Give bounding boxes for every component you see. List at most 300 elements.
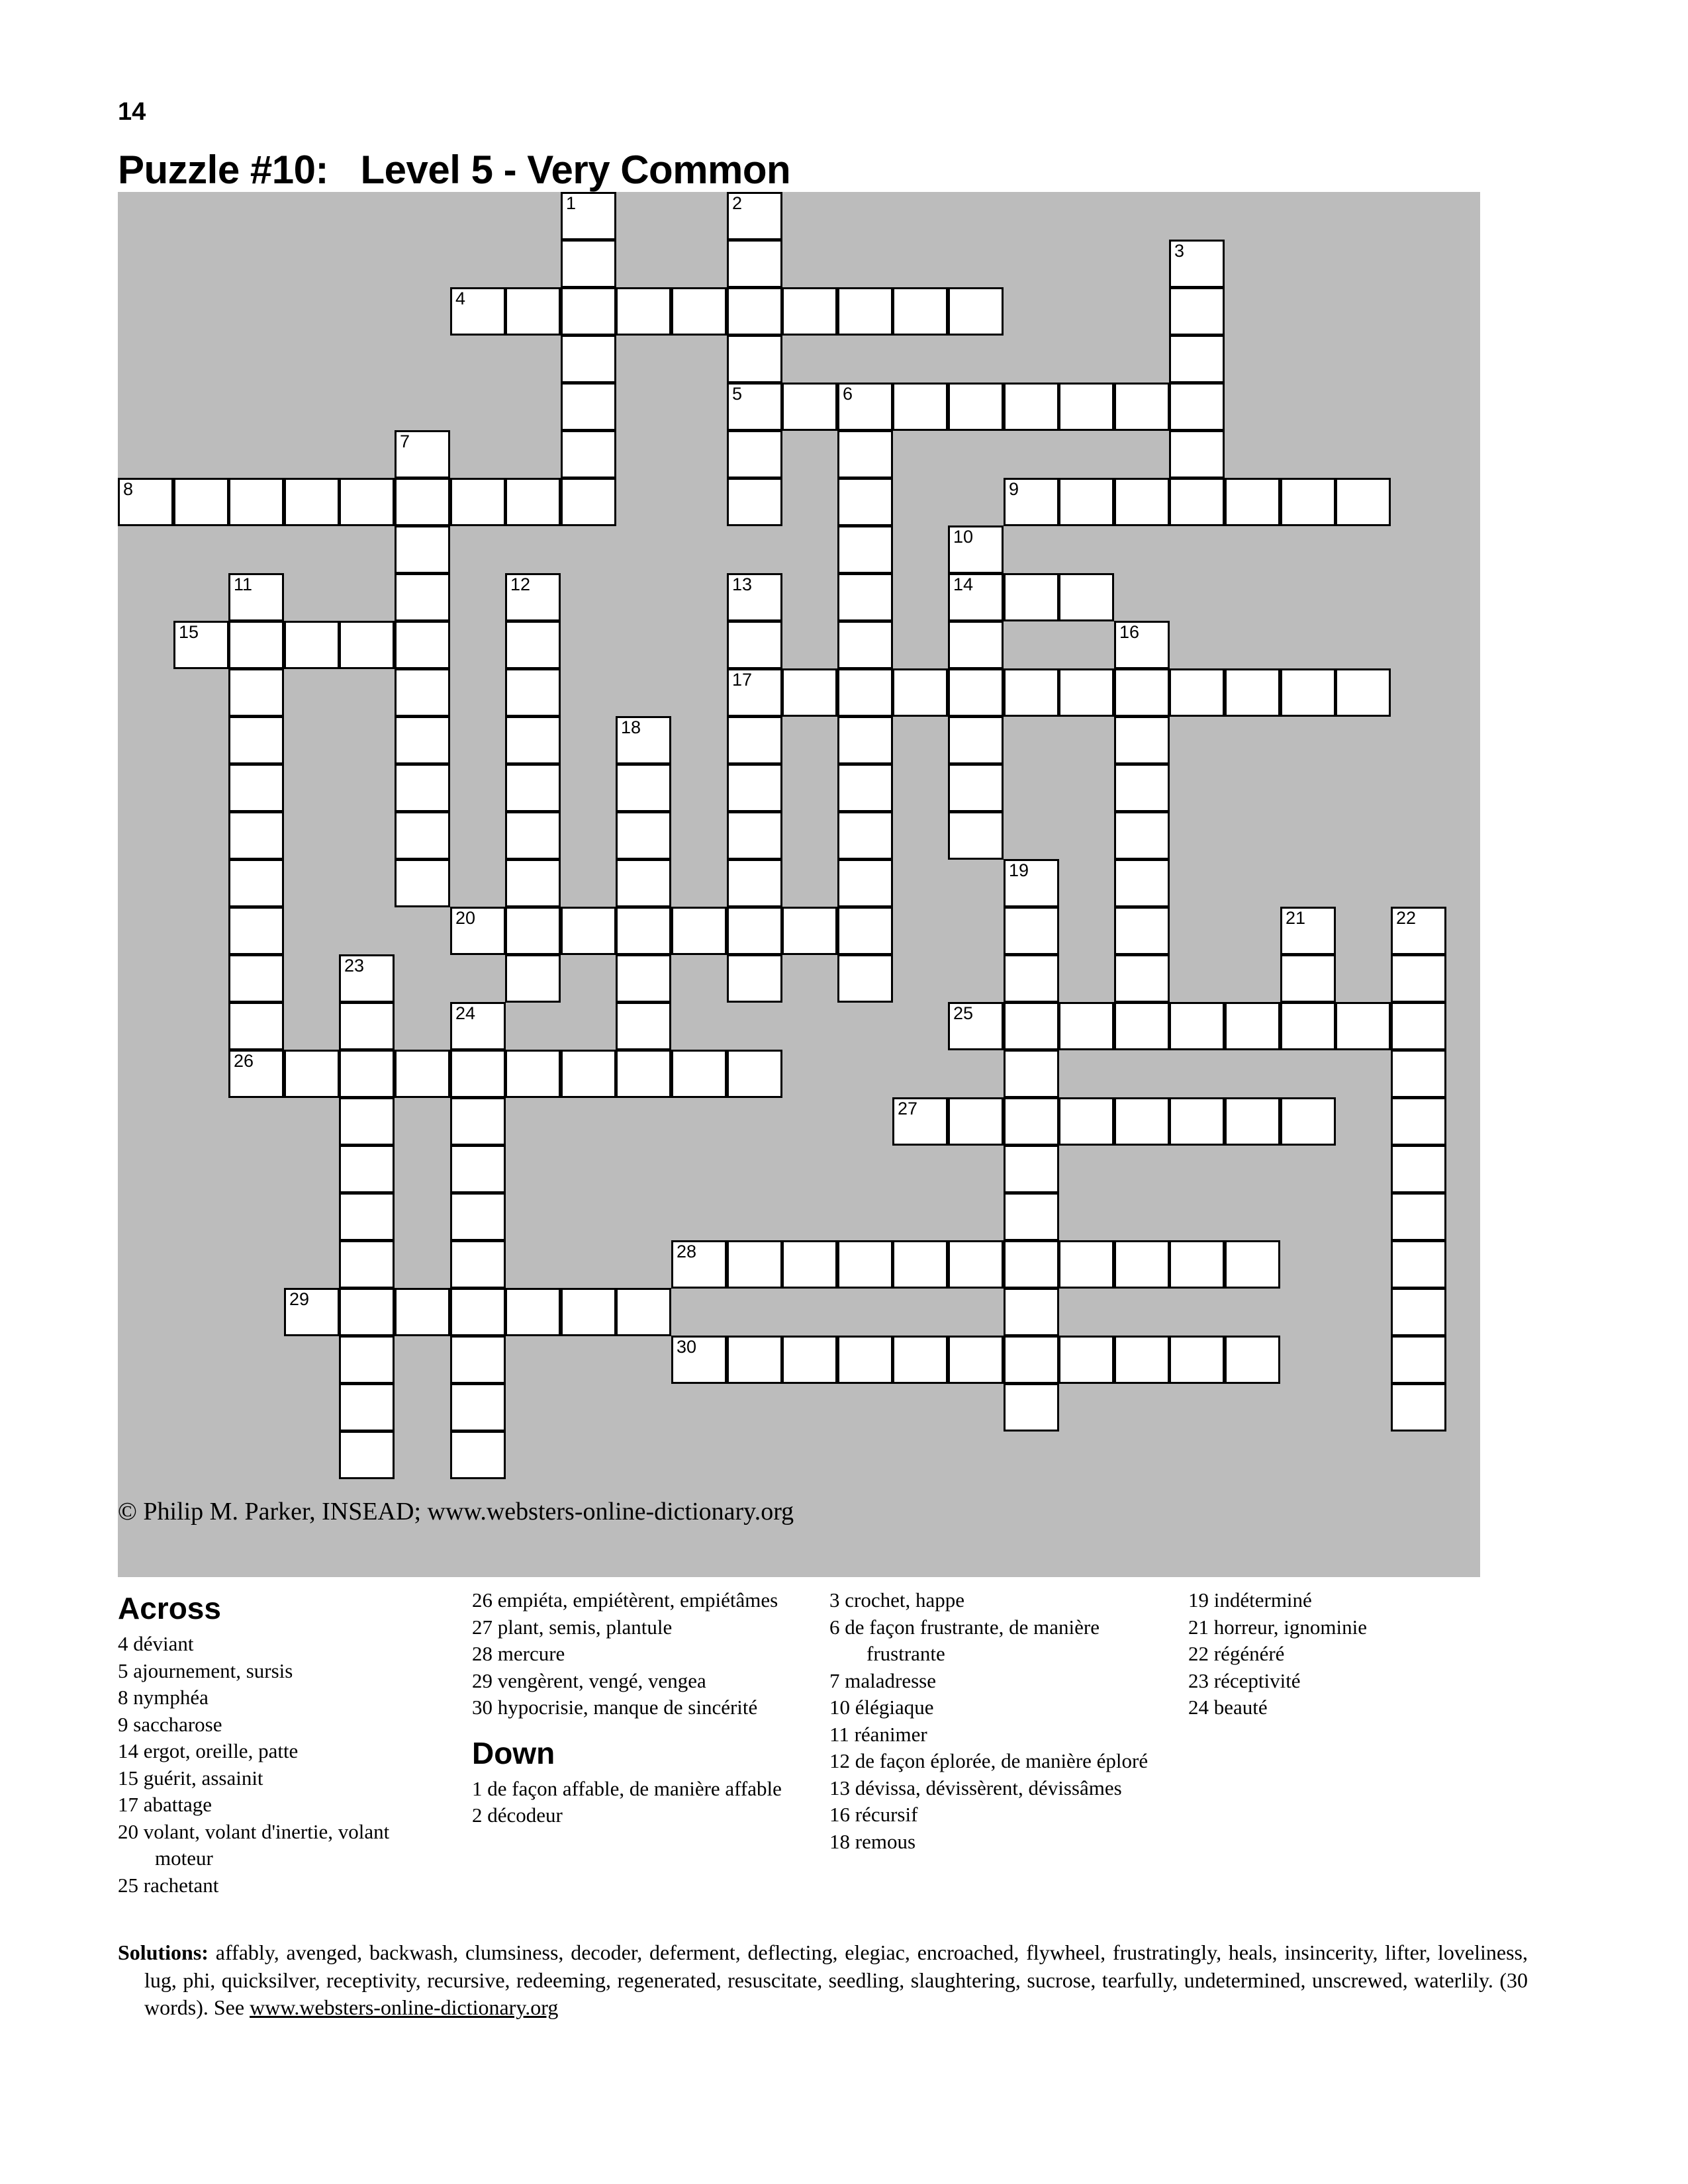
grid-cell[interactable] <box>228 716 284 764</box>
grid-cell[interactable] <box>561 1288 616 1336</box>
grid-cell[interactable] <box>1169 1097 1225 1146</box>
grid-cell[interactable] <box>837 478 893 526</box>
grid-cell[interactable] <box>395 716 450 764</box>
grid-cell[interactable] <box>1114 907 1170 955</box>
grid-cell[interactable] <box>948 573 1004 621</box>
clue-across-28: 28 mercure <box>472 1642 565 1665</box>
grid-cell[interactable] <box>284 1050 340 1098</box>
grid-cell[interactable] <box>782 1240 837 1289</box>
grid-cell[interactable] <box>1391 907 1446 955</box>
across-heading: Across <box>118 1591 221 1625</box>
grid-cell[interactable] <box>561 287 616 336</box>
grid-cell[interactable] <box>339 1097 395 1146</box>
grid-cell[interactable] <box>1225 1097 1280 1146</box>
grid-cell[interactable] <box>1169 335 1225 383</box>
grid-cell[interactable] <box>1114 1097 1170 1146</box>
grid-cell[interactable] <box>671 287 727 336</box>
grid-cell[interactable] <box>395 430 450 478</box>
clue-down-3: 3 crochet, happe <box>829 1588 964 1612</box>
grid-cell[interactable] <box>782 287 837 336</box>
grid-cell[interactable] <box>1225 478 1280 526</box>
grid-cell[interactable] <box>1169 287 1225 336</box>
grid-cell[interactable] <box>1280 954 1336 1003</box>
grid-cell[interactable] <box>339 1002 395 1050</box>
grid-cell[interactable] <box>1058 573 1114 621</box>
grid-cell[interactable] <box>727 1336 782 1384</box>
clue-down-6: 6 de façon frustrante, de manière frustrante <box>829 1615 1100 1665</box>
clue-number: 13 <box>732 574 753 594</box>
grid-cell[interactable] <box>505 287 561 336</box>
grid-cell[interactable] <box>892 1336 948 1384</box>
grid-cell[interactable] <box>1280 478 1336 526</box>
grid-cell[interactable] <box>1058 1002 1114 1050</box>
grid-cell[interactable] <box>395 1288 450 1336</box>
clue-number: 22 <box>1396 908 1417 928</box>
grid-cell[interactable] <box>1335 668 1391 717</box>
clue-number: 7 <box>400 432 410 451</box>
grid-cell[interactable] <box>1004 668 1059 717</box>
grid-cell[interactable] <box>1335 1002 1391 1050</box>
grid-cell[interactable] <box>450 478 506 526</box>
grid-cell[interactable] <box>727 1240 782 1289</box>
grid-cell[interactable] <box>948 716 1004 764</box>
grid-cell[interactable] <box>671 1336 727 1384</box>
grid-cell[interactable] <box>727 764 782 812</box>
grid-cell[interactable] <box>1114 478 1170 526</box>
grid-cell[interactable] <box>837 1336 893 1384</box>
grid-cell[interactable] <box>228 907 284 955</box>
grid-cell[interactable] <box>1169 1002 1225 1050</box>
grid-cell[interactable] <box>1004 1097 1059 1146</box>
grid-cell[interactable] <box>561 383 616 431</box>
grid-cell[interactable] <box>395 478 450 526</box>
grid-cell[interactable] <box>505 764 561 812</box>
clue-number: 25 <box>953 1003 974 1023</box>
grid-cell[interactable] <box>727 621 782 669</box>
grid-cell[interactable] <box>948 764 1004 812</box>
grid-cell[interactable] <box>892 383 948 431</box>
grid-cell[interactable] <box>505 621 561 669</box>
grid-cell[interactable] <box>616 764 671 812</box>
grid-cell[interactable] <box>671 907 727 955</box>
grid-cell[interactable] <box>727 954 782 1003</box>
grid-cell[interactable] <box>228 811 284 860</box>
grid-cell[interactable] <box>339 1193 395 1241</box>
clue-number: 1 <box>566 193 577 213</box>
clue-number: 6 <box>843 384 853 404</box>
grid-cell[interactable] <box>837 287 893 336</box>
grid-cell[interactable] <box>782 1336 837 1384</box>
grid-cell[interactable] <box>1058 668 1114 717</box>
grid-cell[interactable] <box>1169 1336 1225 1384</box>
grid-cell[interactable] <box>837 859 893 907</box>
grid-cell[interactable] <box>727 716 782 764</box>
grid-cell[interactable] <box>727 430 782 478</box>
grid-cell[interactable] <box>616 907 671 955</box>
grid-cell[interactable] <box>505 716 561 764</box>
grid-cell[interactable] <box>395 668 450 717</box>
grid-cell[interactable] <box>892 668 948 717</box>
grid-cell[interactable] <box>948 621 1004 669</box>
clue-down-24: 24 beauté <box>1188 1696 1268 1719</box>
grid-cell[interactable] <box>727 668 782 717</box>
grid-cell[interactable] <box>616 1288 671 1336</box>
grid-cell[interactable] <box>1058 1097 1114 1146</box>
page-number: 14 <box>118 98 146 126</box>
clue-down-21: 21 horreur, ignominie <box>1188 1615 1367 1639</box>
grid-cell[interactable] <box>450 287 506 336</box>
clue-number: 20 <box>455 908 476 928</box>
clue-down-16: 16 récursif <box>829 1803 918 1826</box>
grid-cell[interactable] <box>339 954 395 1003</box>
grid-cell[interactable] <box>837 525 893 574</box>
grid-cell[interactable] <box>727 287 782 336</box>
grid-cell[interactable] <box>837 383 893 431</box>
grid-cell[interactable] <box>948 1097 1004 1146</box>
clue-across-9: 9 saccharose <box>118 1712 222 1736</box>
clue-across-26: 26 empiéta, empiétèrent, empiétâmes <box>472 1588 778 1612</box>
grid-cell[interactable] <box>1225 668 1280 717</box>
grid-cell[interactable] <box>339 1431 395 1479</box>
clue-down-11: 11 réanimer <box>829 1722 927 1746</box>
grid-cell[interactable] <box>837 954 893 1003</box>
grid-cell[interactable] <box>505 954 561 1003</box>
grid-cell[interactable] <box>727 335 782 383</box>
grid-cell[interactable] <box>837 430 893 478</box>
grid-cell[interactable] <box>1169 383 1225 431</box>
grid-cell[interactable] <box>339 1288 395 1336</box>
grid-cell[interactable] <box>616 1002 671 1050</box>
grid-cell[interactable] <box>1004 1145 1059 1193</box>
clue-column-1 <box>118 1587 442 1899</box>
clue-number: 2 <box>732 193 743 213</box>
grid-cell[interactable] <box>1280 907 1336 955</box>
grid-cell[interactable] <box>339 1240 395 1289</box>
clue-across-29: 29 vengèrent, vengé, vengea <box>472 1668 706 1692</box>
clue-across-4: 4 déviant <box>118 1632 194 1655</box>
grid-cell[interactable] <box>1391 1050 1446 1098</box>
grid-cell[interactable] <box>948 668 1004 717</box>
grid-cell[interactable] <box>284 1288 340 1336</box>
grid-cell[interactable] <box>450 907 506 955</box>
grid-cell[interactable] <box>1114 383 1170 431</box>
grid-cell[interactable] <box>727 383 782 431</box>
grid-cell[interactable] <box>1391 1097 1446 1146</box>
grid-cell[interactable] <box>948 1002 1004 1050</box>
grid-cell[interactable] <box>727 1050 782 1098</box>
grid-cell[interactable] <box>1169 478 1225 526</box>
clue-down-7: 7 maladresse <box>829 1668 936 1692</box>
clue-across-17: 17 abattage <box>118 1793 212 1816</box>
grid-cell[interactable] <box>1114 668 1170 717</box>
grid-cell[interactable] <box>450 1288 506 1336</box>
grid-cell[interactable] <box>339 478 395 526</box>
clue-number: 27 <box>898 1099 918 1118</box>
grid-cell[interactable] <box>561 907 616 955</box>
grid-cell[interactable] <box>339 1336 395 1384</box>
grid-cell[interactable] <box>505 573 561 621</box>
grid-cell[interactable] <box>1391 1145 1446 1193</box>
solutions-label: Solutions: <box>118 1940 209 1964</box>
grid-cell[interactable] <box>505 859 561 907</box>
grid-cell[interactable] <box>395 621 450 669</box>
grid-cell[interactable] <box>450 1336 506 1384</box>
grid-cell[interactable] <box>284 478 340 526</box>
grid-cell[interactable] <box>1114 1002 1170 1050</box>
grid-cell[interactable] <box>339 621 395 669</box>
grid-cell[interactable] <box>727 192 782 240</box>
grid-cell[interactable] <box>727 907 782 955</box>
clue-across-27: 27 plant, semis, plantule <box>472 1615 673 1639</box>
grid-cell[interactable] <box>173 621 229 669</box>
grid-cell[interactable] <box>1225 1240 1280 1289</box>
clue-number: 17 <box>732 670 753 690</box>
clue-across-25: 25 rachetant <box>118 1873 219 1897</box>
grid-cell[interactable] <box>1004 1383 1059 1432</box>
grid-cell[interactable] <box>1004 383 1059 431</box>
grid-cell[interactable] <box>1169 430 1225 478</box>
clue-number: 11 <box>234 574 253 594</box>
grid-cell[interactable] <box>561 335 616 383</box>
grid-cell[interactable] <box>450 1431 506 1479</box>
grid-cell[interactable] <box>948 811 1004 860</box>
grid-cell[interactable] <box>782 907 837 955</box>
grid-cell[interactable] <box>727 859 782 907</box>
grid-cell[interactable] <box>118 478 173 526</box>
clue-number: 23 <box>344 956 365 976</box>
clue-across-20: 20 volant, volant d'inertie, volant moteur <box>118 1819 390 1870</box>
grid-cell[interactable] <box>1058 1336 1114 1384</box>
grid-cell[interactable] <box>1114 621 1170 669</box>
grid-cell[interactable] <box>1391 1288 1446 1336</box>
grid-cell[interactable] <box>284 621 340 669</box>
clue-number: 26 <box>234 1051 254 1071</box>
grid-cell[interactable] <box>1169 240 1225 288</box>
grid-cell[interactable] <box>450 1383 506 1432</box>
clue-down-23: 23 réceptivité <box>1188 1668 1301 1692</box>
grid-cell[interactable] <box>228 859 284 907</box>
grid-cell[interactable] <box>892 1240 948 1289</box>
grid-cell[interactable] <box>727 811 782 860</box>
grid-cell[interactable] <box>837 764 893 812</box>
grid-cell[interactable] <box>837 573 893 621</box>
grid-cell[interactable] <box>1004 1050 1059 1098</box>
grid-cell[interactable] <box>1004 573 1059 621</box>
grid-cell[interactable] <box>837 907 893 955</box>
grid-cell[interactable] <box>228 764 284 812</box>
grid-cell[interactable] <box>1058 383 1114 431</box>
grid-cell[interactable] <box>505 478 561 526</box>
clue-number: 3 <box>1174 241 1185 261</box>
clue-down-22: 22 régénéré <box>1188 1642 1285 1665</box>
grid-cell[interactable] <box>1114 954 1170 1003</box>
grid-cell[interactable] <box>1004 1002 1059 1050</box>
grid-cell[interactable] <box>1004 478 1059 526</box>
clue-number: 28 <box>677 1242 697 1261</box>
grid-cell[interactable] <box>1391 1002 1446 1050</box>
grid-cell[interactable] <box>1004 1288 1059 1336</box>
grid-cell[interactable] <box>1391 1240 1446 1289</box>
grid-cell[interactable] <box>1058 478 1114 526</box>
grid-cell[interactable] <box>228 478 284 526</box>
grid-cell[interactable] <box>1169 668 1225 717</box>
grid-cell[interactable] <box>228 1050 284 1098</box>
grid-cell[interactable] <box>1280 668 1336 717</box>
clue-number: 16 <box>1119 622 1140 642</box>
grid-cell[interactable] <box>561 478 616 526</box>
clue-down-19: 19 indéterminé <box>1188 1588 1312 1612</box>
grid-cell[interactable] <box>450 1145 506 1193</box>
clue-down-10: 10 élégiaque <box>829 1696 934 1719</box>
grid-cell[interactable] <box>1004 1240 1059 1289</box>
grid-cell[interactable] <box>228 573 284 621</box>
grid-cell[interactable] <box>616 716 671 764</box>
grid-cell[interactable] <box>782 383 837 431</box>
grid-cell[interactable] <box>671 1240 727 1289</box>
grid-cell[interactable] <box>450 1240 506 1289</box>
grid-cell[interactable] <box>837 811 893 860</box>
grid-cell[interactable] <box>1058 1240 1114 1289</box>
grid-cell[interactable] <box>395 764 450 812</box>
grid-cell[interactable] <box>1280 1097 1336 1146</box>
clue-column-3 <box>829 1587 1160 1855</box>
grid-cell[interactable] <box>395 573 450 621</box>
clue-number: 9 <box>1009 479 1019 499</box>
grid-cell[interactable] <box>505 1288 561 1336</box>
clue-number: 8 <box>123 479 134 499</box>
grid-cell[interactable] <box>1114 811 1170 860</box>
grid-cell[interactable] <box>1391 954 1446 1003</box>
grid-cell[interactable] <box>727 240 782 288</box>
grid-cell[interactable] <box>837 716 893 764</box>
grid-cell[interactable] <box>1225 1002 1280 1050</box>
grid-cell[interactable] <box>948 525 1004 574</box>
grid-cell[interactable] <box>450 1193 506 1241</box>
grid-cell[interactable] <box>228 668 284 717</box>
grid-cell[interactable] <box>837 621 893 669</box>
grid-cell[interactable] <box>1114 859 1170 907</box>
puzzle-title: Puzzle #10: Level 5 - Very Common <box>118 148 791 192</box>
grid-cell[interactable] <box>616 1050 671 1098</box>
grid-cell[interactable] <box>173 478 229 526</box>
grid-cell[interactable] <box>948 383 1004 431</box>
grid-cell[interactable] <box>339 1383 395 1432</box>
grid-cell[interactable] <box>450 1002 506 1050</box>
grid-cell[interactable] <box>1169 1240 1225 1289</box>
grid-cell[interactable] <box>395 1050 450 1098</box>
grid-cell[interactable] <box>948 1336 1004 1384</box>
grid-cell[interactable] <box>727 478 782 526</box>
copyright-notice: © Philip M. Parker, INSEAD; www.websters-online-dictionary.org <box>118 1498 794 1525</box>
grid-cell[interactable] <box>1225 1336 1280 1384</box>
grid-cell[interactable] <box>228 1002 284 1050</box>
grid-cell[interactable] <box>228 954 284 1003</box>
grid-cell[interactable] <box>450 1050 506 1098</box>
grid-cell[interactable] <box>339 1145 395 1193</box>
clue-number: 24 <box>455 1003 476 1023</box>
grid-cell[interactable] <box>450 1097 506 1146</box>
solutions-text: affably, avenged, backwash, clumsiness, decoder, deferment, deflecting, elegiac, encroached, flywheel, frustratingly, heals, insincerity, lifter, loveliness, lug, phi, quicksilver, receptivity, recursive, redeeming, regenerated, resuscitate, seedling, slaughtering, sucrose, tearfully, undetermined, unscrewed, waterlily. (30 words). See <box>144 1940 1528 2019</box>
grid-cell[interactable] <box>1004 954 1059 1003</box>
clue-number: 18 <box>621 717 641 737</box>
grid-cell[interactable] <box>1335 478 1391 526</box>
clue-across-15: 15 guérit, assainit <box>118 1766 263 1790</box>
clue-number: 29 <box>289 1289 310 1309</box>
clue-number: 4 <box>455 289 466 308</box>
grid-cell[interactable] <box>561 1050 616 1098</box>
clue-across-5: 5 ajournement, sursis <box>118 1659 293 1682</box>
grid-cell[interactable] <box>1114 1240 1170 1289</box>
grid-cell[interactable] <box>505 907 561 955</box>
grid-cell[interactable] <box>1280 1002 1336 1050</box>
grid-cell[interactable] <box>395 811 450 860</box>
grid-cell[interactable] <box>616 287 671 336</box>
clue-down-13: 13 dévissa, dévissèrent, dévissâmes <box>829 1776 1122 1799</box>
grid-cell[interactable] <box>505 668 561 717</box>
grid-cell[interactable] <box>837 1240 893 1289</box>
grid-cell[interactable] <box>948 287 1004 336</box>
clue-number: 21 <box>1286 908 1306 928</box>
down-heading: Down <box>472 1735 555 1770</box>
clue-across-8: 8 nymphéa <box>118 1686 209 1709</box>
grid-cell[interactable] <box>616 859 671 907</box>
grid-cell[interactable] <box>1004 907 1059 955</box>
clue-column-4 <box>1188 1587 1506 1721</box>
grid-cell[interactable] <box>837 668 893 717</box>
grid-cell[interactable] <box>505 811 561 860</box>
clue-number: 12 <box>510 574 531 594</box>
clue-down-18: 18 remous <box>829 1829 916 1853</box>
grid-cell[interactable] <box>671 1050 727 1098</box>
grid-cell[interactable] <box>395 859 450 907</box>
clue-number: 19 <box>1009 860 1029 880</box>
grid-cell[interactable] <box>395 525 450 574</box>
grid-cell[interactable] <box>782 668 837 717</box>
grid-cell[interactable] <box>1391 1336 1446 1384</box>
grid-cell[interactable] <box>561 430 616 478</box>
clue-down-12: 12 de façon éplorée, de manière éploré <box>829 1749 1149 1772</box>
solutions-list <box>118 1939 1528 2022</box>
dictionary-link[interactable]: www.websters-online-dictionary.org <box>250 1995 559 2019</box>
grid-cell[interactable] <box>1114 764 1170 812</box>
grid-cell[interactable] <box>228 621 284 669</box>
grid-cell[interactable] <box>561 240 616 288</box>
clue-number: 10 <box>953 527 974 547</box>
clue-across-14: 14 ergot, oreille, patte <box>118 1739 299 1762</box>
grid-cell[interactable] <box>1391 1193 1446 1241</box>
grid-cell[interactable] <box>339 1050 395 1098</box>
grid-cell[interactable] <box>616 811 671 860</box>
grid-cell[interactable] <box>892 1097 948 1146</box>
grid-cell[interactable] <box>727 573 782 621</box>
clue-down-1: 1 de façon affable, de manière affable <box>472 1776 782 1800</box>
grid-cell[interactable] <box>948 1240 1004 1289</box>
grid-cell[interactable] <box>1114 716 1170 764</box>
grid-cell[interactable] <box>616 954 671 1003</box>
clue-number: 5 <box>732 384 743 404</box>
grid-cell[interactable] <box>1391 1383 1446 1432</box>
clue-column-2 <box>472 1587 803 1829</box>
grid-cell[interactable] <box>892 287 948 336</box>
grid-cell[interactable] <box>1004 1193 1059 1241</box>
grid-cell[interactable] <box>1004 1336 1059 1384</box>
clue-number: 30 <box>677 1337 697 1357</box>
grid-cell[interactable] <box>1114 1336 1170 1384</box>
crossword-grid <box>118 192 1480 1577</box>
grid-cell[interactable] <box>505 1050 561 1098</box>
grid-cell[interactable] <box>561 192 616 240</box>
grid-cell[interactable] <box>1004 859 1059 907</box>
